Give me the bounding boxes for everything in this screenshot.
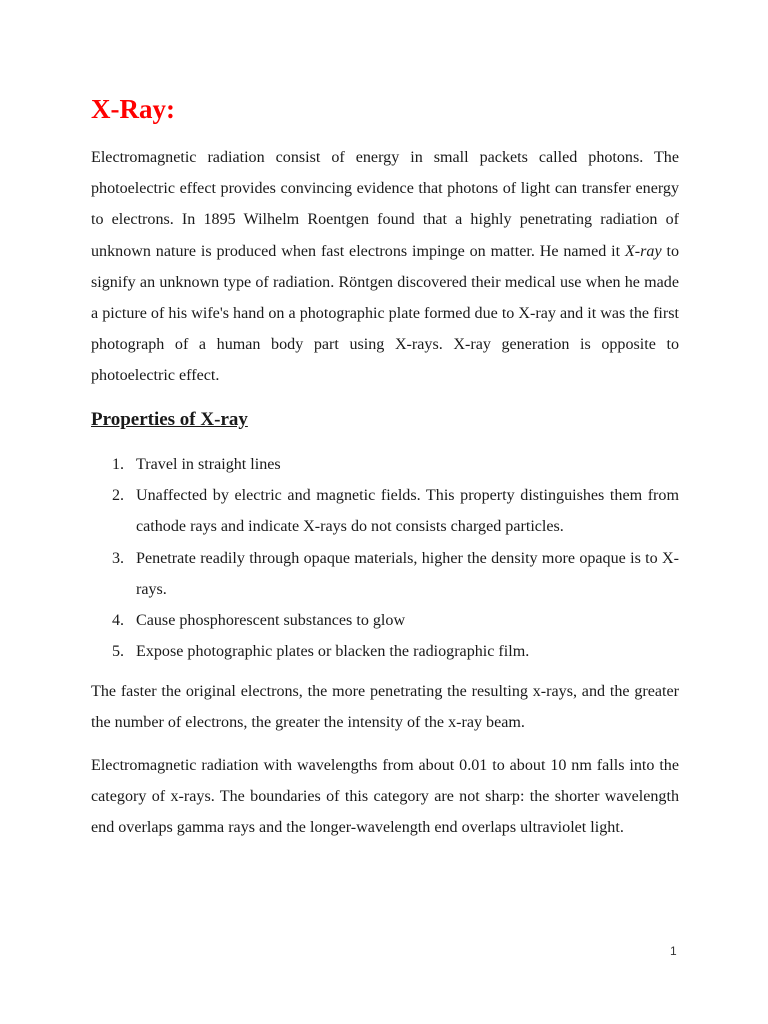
intro-emphasis: X-ray	[624, 242, 662, 260]
list-item-text: Expose photographic plates or blacken the radiographic film.	[136, 643, 530, 661]
page-number: 1	[670, 944, 677, 958]
list-item-text: Cause phosphorescent substances to glow	[136, 612, 406, 630]
properties-list	[91, 449, 679, 667]
list-item-number: 1.	[112, 456, 125, 473]
intro-text-part1: Electromagnetic radiation consist of energy in small packets called photons. The photoelectric effect provides convincing evidence that photons of light can transfer energy to electrons. In 1895 Wilhelm Roentgen found that a highly penetrating radiation of unknown nature is produced when fast electrons impinge on matter. He named it	[91, 149, 679, 260]
list-item-text: Travel in straight lines	[136, 456, 281, 473]
wavelength-paragraph: Electromagnetic radiation with wavelengths from about 0.01 to about 10 nm falls into the category of x-rays. The boundaries of this category are not sharp: the shorter wavelength end overlaps gamma rays and the longer-wavelength end overlaps ultraviolet light.	[91, 757, 679, 837]
properties-heading: Properties of X-ray	[91, 409, 248, 430]
intro-paragraph	[91, 142, 679, 392]
list-item-number: 3.	[112, 549, 125, 567]
intro-text-part2: to signify an unknown type of radiation. Röntgen discovered their medical use when he made a picture of his wife's hand on a photographic plate formed due to X-ray and it was the first photograph of a human body part using X-rays. X-ray generation is opposite to photoelectric effect.	[91, 242, 680, 385]
list-item-number: 4.	[112, 612, 125, 630]
list-item-number: 5.	[112, 643, 125, 661]
list-item-number: 2.	[112, 487, 125, 505]
electron-speed-paragraph: The faster the original electrons, the more penetrating the resulting x-rays, and the greater the number of electrons, the greater the intensity of the x-ray beam.	[91, 683, 679, 732]
list-item	[91, 636, 679, 667]
list-item-text: Unaffected by electric and magnetic fields. This property distinguishes them from cathode rays and indicate X-rays do not consists charged particles.	[136, 487, 679, 536]
list-item-text: Penetrate readily through opaque materials, higher the density more opaque is to X-rays.	[136, 549, 679, 598]
list-item	[91, 605, 679, 636]
page-title: X-Ray:	[91, 94, 175, 124]
list-item	[91, 449, 679, 480]
list-item	[91, 480, 679, 542]
list-item	[91, 543, 679, 605]
